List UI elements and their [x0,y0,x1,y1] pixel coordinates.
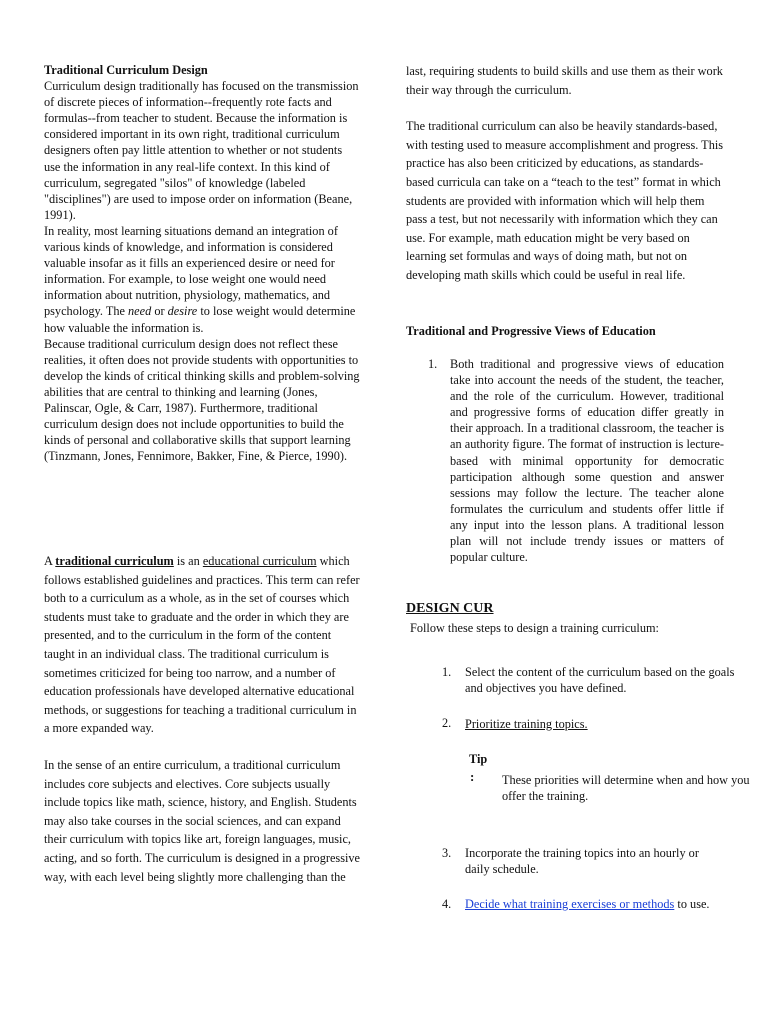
left-column [44,62,360,464]
p2-desire: desire [167,304,198,319]
decide-training-exercises-link[interactable]: Decide what training exercises or methods [465,897,675,911]
tip-label: Tip [469,752,488,766]
step-text-rest: to use. [674,897,710,911]
paragraph-because-traditional: Because traditional curriculum design does not reflect these realities, it often does not provide students with opportunities to develop the kinds of critical thinking skills and problem-solving abilities that are central to thinking and learning (Jones, Palinscar, Ogle, & Carr, 1987). Furthermore, traditional curriculum design does not include opportunities to build the kinds of personal and collaborative skills that support learning (Tinzmann, Jones, Fennimore, Bakker, Fine, & Pierce, 1990). [44,336,360,464]
step-item [442,896,742,912]
prioritize-topics-link[interactable]: Prioritize training topics. [465,717,588,731]
p4-is-an: is an [173,554,203,568]
step-text [465,896,730,912]
section-title-traditional-progressive: Traditional and Progressive Views of Education [406,324,656,338]
p2-need: need [128,304,152,319]
p2-text-b: to lose weight would determine how valuable the information is. [44,304,356,335]
paragraph-in-reality [44,223,360,336]
paragraph-standards-based: The traditional curriculum can also be heavily standards-based, with testing used to measure accomplishment and progress. This practice has also been criticized by educations, as standards-based curricula can take on a “teach to the test” format in which students are provided with information which will help them pass a test, but not necessarily with information which they can use. For example, math education might be very based on learning set formulas and ways of doing math, but not on developing math skills which could be useful in real life. [406,119,724,282]
step-item [442,845,742,877]
step-number: 1. [442,665,452,679]
section-title-traditional-curriculum-design: Traditional Curriculum Design [44,63,208,77]
list-item-text: Both traditional and progressive views of education take into account the needs of the student, the teacher, and the role of the curriculum. However, traditional and progressive forms of education differ greatly in their approach. In a traditional classroom, the teacher is an authority figure. The format of instruction is lecture-based with minimal opportunity for democratic participation although some question and answer sessions may follow the lecture. The teacher alone formulates the curriculum and students offer little if any input into the lesson plans. A traditional lesson plan will not include trendy issues or matters of popular culture. [450,357,724,565]
term-traditional-curriculum: traditional curriculum [55,554,174,568]
step-number: 3. [442,846,452,860]
paragraph-a-traditional-curriculum [44,552,362,738]
left-column-lower [44,552,362,886]
p4-text-a: A [44,554,56,568]
paragraph-entire-curriculum: In the sense of an entire curriculum, a traditional curriculum includes core subjects and electives. Core subjects usually include topics like math, science, history, and English. Students may also take courses in the social sciences, and can expand their curriculum with topics like art, foreign languages, music, acting, and so forth. The curriculum is designed in a progressive way, with each level being slightly more challenging than the [44,757,360,884]
right-column [406,62,726,285]
step-text: Incorporate the training topics into an hourly or daily schedule. [465,846,699,877]
follow-steps-text: Follow these steps to design a training curriculum: [410,621,659,635]
paragraph-curriculum-design: Curriculum design traditionally has focused on the transmission of discrete pieces of information--frequently rote facts and formulas--from teacher to student. Because the information is considered important in its own right, traditional curriculum designers often pay little attention to whether or not students use the information in any real-life context. In this kind of curriculum, segregated "silos" of knowledge (labeled "disciplines") are used to impose order on information (Beane, 1991). [44,79,359,222]
step-item [442,664,742,696]
views-list [428,356,724,565]
tip-colon: : [470,769,475,784]
step-text: Select the content of the curriculum based on the goals and objectives you have defined. [465,665,735,696]
step-number: 4. [442,897,452,911]
step-number: 2. [442,716,452,730]
p4-text-b: which follows established guidelines and practices. This term can refer both to a curriculum as a whole, as in the set of courses which students must take to graduate and the order in which they are presented, and to the curriculum in the form of the content taught in an individual class. The traditional curriculum is sometimes criticized for being too narrow, and a number of education professionals have developed alternative educational methods, or suggestions for teaching a traditional curriculum in a more expanded way. [44,554,360,736]
p2-text-a: In reality, most learning situations demand an integration of various kinds of knowledge, and information is considered valuable insofar as it fills an experienced desire or need for information. For example, to lose weight one would need information about nutrition, physiology, mathematics, and psychology. The [44,223,338,319]
paragraph-last-requiring: last, requiring students to build skills and use them as their work their way through the curriculum. [406,64,723,97]
educational-curriculum-link[interactable]: educational curriculum [202,554,317,568]
list-number: 1. [428,357,438,371]
tip-text: These priorities will determine when and how you offer the training. [502,773,750,804]
step-item [442,715,742,733]
p2-or: or [151,304,168,319]
heading-design-cur: DESIGN CUR [406,601,494,616]
